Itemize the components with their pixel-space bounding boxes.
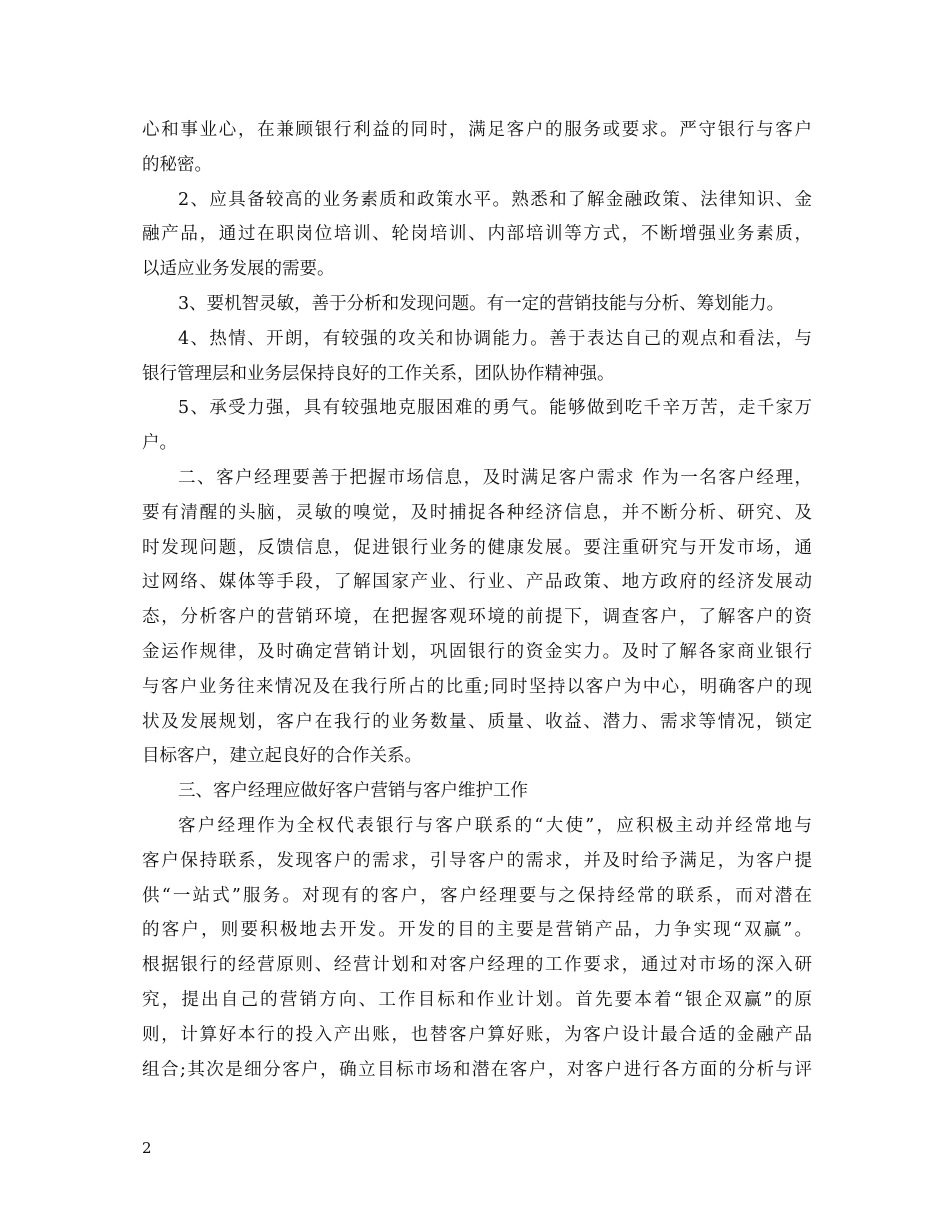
text-line: 根据银行的经营原则、经营计划和对客户经理的工作要求，通过对市场的深入研 (142, 955, 812, 976)
text-line: 的客户，则要积极地去开发。开发的目的主要是营销产品，力争实现“双赢”。 (142, 920, 812, 941)
text-line: 融产品，通过在职岗位培训、轮岗培训、内部培训等方式，不断增强业务素质， (142, 224, 812, 245)
page-number: 2 (142, 1139, 152, 1157)
text-line: 客户保持联系，发现客户的需求，引导客户的需求，并及时给予满足，为客户提 (142, 850, 812, 871)
text-line: 的秘密。 (142, 154, 212, 175)
text-line: 二、客户经理要善于把握市场信息，及时满足客户需求 作为一名客户经理， (178, 467, 812, 488)
text-line: 供“一站式”服务。对现有的客户，客户经理要与之保持经常的联系，而对潜在 (142, 885, 812, 906)
text-line: 金运作规律，及时确定营销计划，巩固银行的资金实力。及时了解各家商业银行 (142, 641, 812, 662)
text-line: 户。 (142, 433, 177, 454)
text-line: 4、热情、开朗，有较强的攻关和协调能力。善于表达自己的观点和看法，与 (178, 328, 812, 349)
text-line: 以适应业务发展的需要。 (142, 259, 335, 280)
body-text (142, 113, 812, 1087)
text-line: 5、承受力强，具有较强地克服困难的勇气。能够做到吃千辛万苦，走千家万 (178, 398, 812, 419)
text-line: 银行管理层和业务层保持良好的工作关系，团队协作精神强。 (142, 363, 615, 384)
text-line: 时发现问题，反馈信息，促进银行业务的健康发展。要注重研究与开发市场，通 (142, 537, 812, 558)
text-line: 则，计算好本行的投入产出账，也替客户算好账，为客户设计最合适的金融产品 (142, 1024, 812, 1045)
text-line: 心和事业心，在兼顾银行利益的同时，满足客户的服务或要求。严守银行与客户 (142, 120, 812, 140)
text-line: 过网络、媒体等手段，了解国家产业、行业、产品政策、地方政府的经济发展动 (142, 572, 812, 593)
text-line: 与客户业务往来情况及在我行所占的比重;同时坚持以客户为中心，明确客户的现 (142, 676, 812, 697)
text-line: 究，提出自己的营销方向、工作目标和作业计划。首先要本着“银企双赢”的原 (142, 989, 812, 1010)
text-line: 态，分析客户的营销环境，在把握客观环境的前提下，调查客户，了解客户的资 (142, 607, 812, 628)
text-line: 三、客户经理应做好客户营销与客户维护工作 (178, 781, 528, 802)
text-line: 2、应具备较高的业务素质和政策水平。熟悉和了解金融政策、法律知识、金 (178, 189, 812, 210)
text-line: 组合;其次是细分客户，确立目标市场和潜在客户，对客户进行各方面的分析与评 (142, 1059, 812, 1080)
text-line: 状及发展规划，客户在我行的业务数量、质量、收益、潜力、需求等情况，锁定 (142, 711, 812, 732)
text-line: 3、要机智灵敏，善于分析和发现问题。有一定的营销技能与分析、筹划能力。 (178, 293, 785, 314)
text-line: 客户经理作为全权代表银行与客户联系的“大使”，应积极主动并经常地与 (178, 815, 812, 836)
text-line: 要有清醒的头脑，灵敏的嗅觉，及时捕捉各种经济信息，并不断分析、研究、及 (142, 502, 812, 523)
text-line: 目标客户，建立起良好的合作关系。 (142, 746, 422, 767)
